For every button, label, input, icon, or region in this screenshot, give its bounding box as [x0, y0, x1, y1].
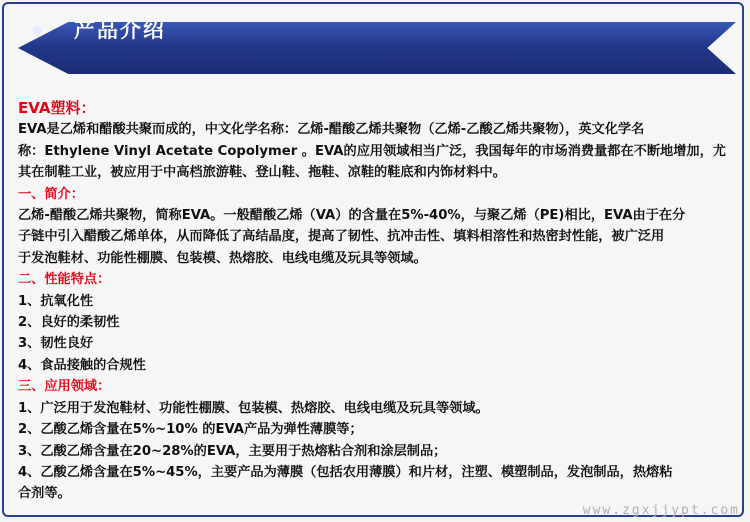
banner-dot-icon	[32, 25, 42, 35]
application-item: 2、乙酸乙烯含量在5%~10% 的EVA产品为弹性薄膜等；	[18, 422, 363, 438]
intro-section-line: 乙烯-醋酸乙烯共聚物，简称EVA。一般醋酸乙烯（VA）的含量在5%-40%，与聚乙烯（PE)相比，EVA由于在分	[18, 208, 686, 224]
banner-title: 产品介绍	[74, 18, 166, 42]
intro-section-line: 于发泡鞋材、功能性棚膜、包装模、热熔胶、电线电缆及玩具等领域。	[18, 250, 427, 266]
application-item: 3、乙酸乙烯含量在20~28%的EVA，主要用于热熔粘合剂和涂层制品；	[18, 443, 447, 459]
intro-line-3: 其在制鞋工业，被应用于中高档旅游鞋、登山鞋、拖鞋、凉鞋的鞋底和内饰材料中。	[18, 165, 506, 181]
feature-item: 2、良好的柔韧性	[18, 315, 120, 331]
intro-line-2: 称：Ethylene Vinyl Acetate Copolymer 。EVA的应用领域相当广泛，我国每年的市场消费量都在不断地增加，尤	[18, 143, 726, 159]
section-heading-applications: 三、应用领域：	[18, 379, 111, 395]
application-item: 1、广泛用于发泡鞋材、功能性棚膜、包装模、热熔胶、电线电缆及玩具等领域。	[18, 400, 489, 416]
section-heading-intro: 一、简介：	[18, 186, 84, 202]
article-body	[18, 98, 732, 505]
main-heading: EVA塑料：	[18, 99, 96, 117]
feature-item: 1、抗氧化性	[18, 293, 94, 309]
section-heading-features: 二、性能特点：	[18, 272, 111, 288]
feature-item: 4、食品接触的合规性	[18, 357, 146, 373]
watermark-text: www.zgxjjypt.com	[582, 503, 740, 518]
feature-item: 3、韧性良好	[18, 336, 94, 352]
intro-line-1: EVA是乙烯和醋酸共聚而成的，中文化学名称：乙烯-醋酸乙烯共聚物（乙烯-乙酸乙烯共聚物），英文化学名	[18, 122, 645, 138]
application-item: 合剂等。	[18, 486, 71, 502]
intro-section-line: 子链中引入醋酸乙烯单体，从而降低了高结晶度，提高了韧性、抗冲击性、填料相溶性和热密封性能，被广泛用	[18, 229, 665, 245]
content-frame	[2, 2, 744, 517]
application-item: 4、乙酸乙烯含量在5%~45%，主要产品为薄膜（包括农用薄膜）和片材，注塑、模塑制品，发泡制品，热熔粘	[18, 464, 673, 480]
